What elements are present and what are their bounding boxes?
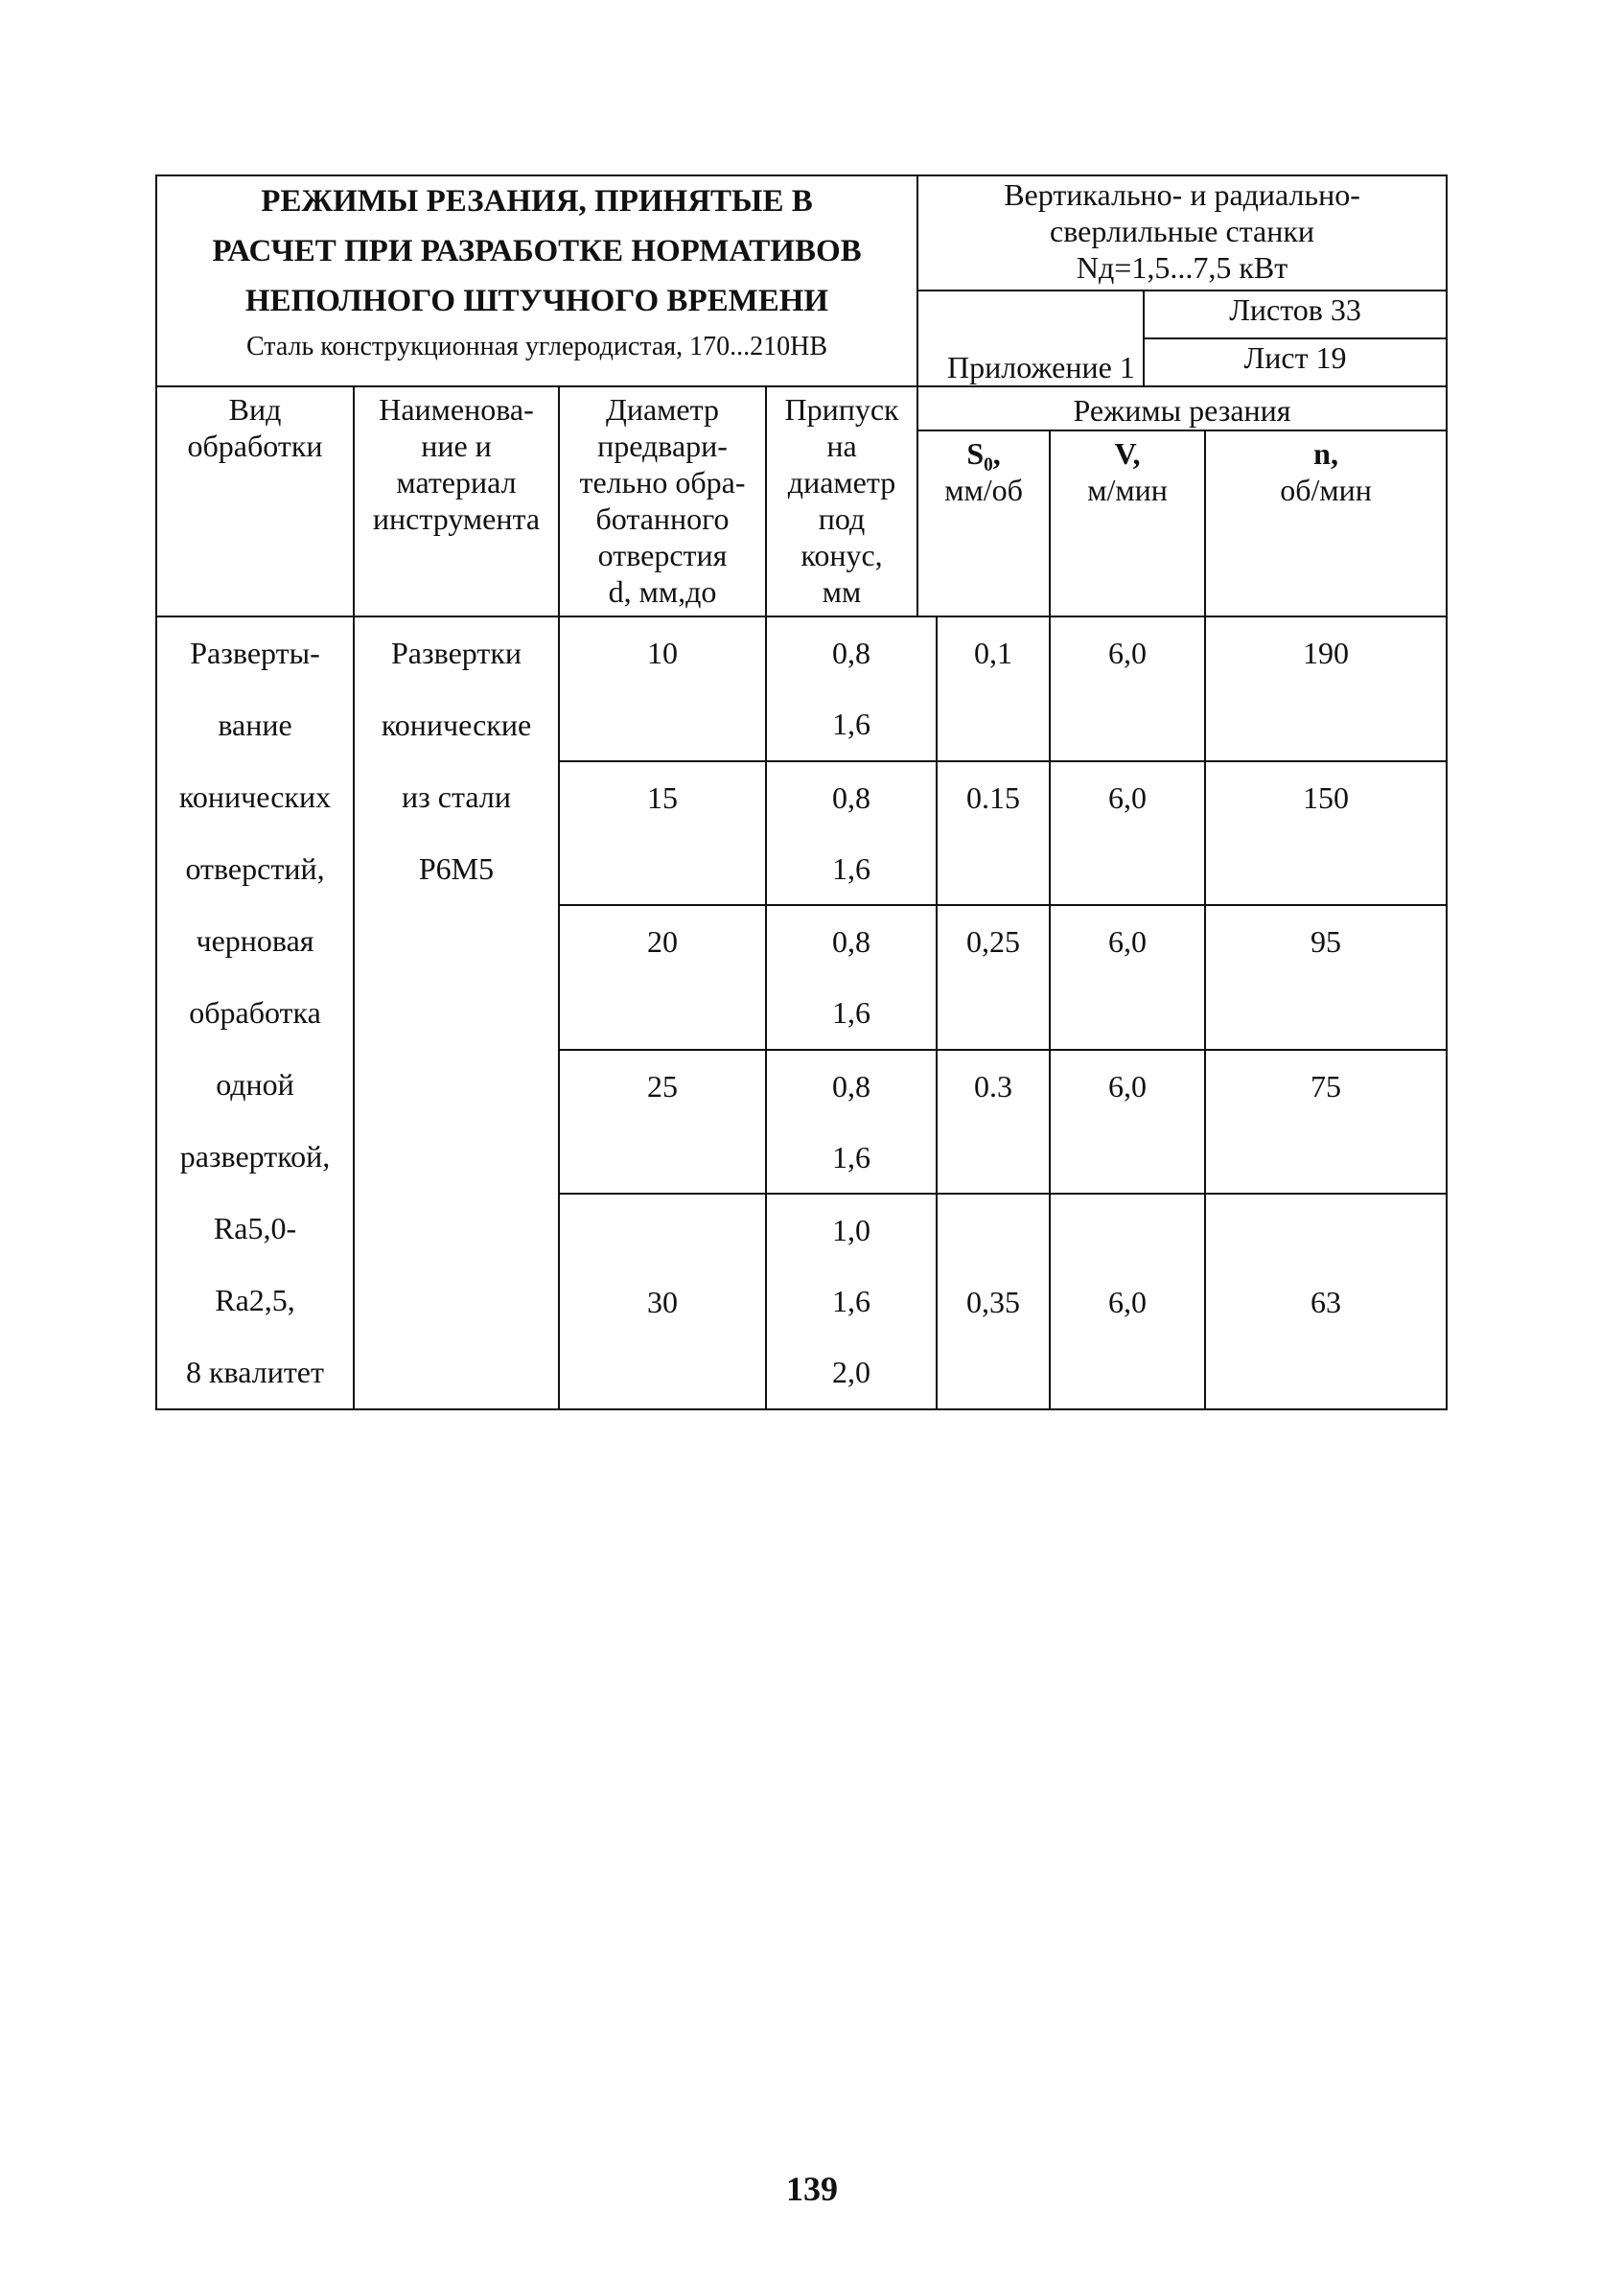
speed-value: 6,0 (1108, 1284, 1148, 1319)
allowance-value: 1,6 (832, 707, 871, 741)
kind-line: одной (216, 1067, 294, 1102)
tool-line: Р6М5 (418, 851, 495, 886)
kind-line: Ra2,5, (215, 1283, 295, 1317)
col-kind-line: Вид (228, 392, 282, 427)
sheets-total: Листов 33 (1144, 291, 1447, 338)
allowance-value: 1,6 (832, 1139, 871, 1174)
feed-cell (937, 761, 1050, 906)
col-allowance-line: под (818, 501, 866, 536)
allowance-cell (766, 761, 937, 906)
diameter-cell (559, 1050, 766, 1195)
title-line-3: НЕПОЛНОГО ШТУЧНОГО ВРЕМЕНИ (244, 284, 829, 318)
speed-value: 6,0 (1108, 924, 1148, 960)
kind-line: 8 квалитет (186, 1355, 324, 1389)
speed-cell (1050, 761, 1205, 906)
col-feed-symbol: S₀, (966, 436, 1001, 471)
diameter-cell (559, 761, 766, 906)
cutting-modes-table (155, 174, 1448, 1410)
col-header-speed (1050, 430, 1205, 616)
col-allowance-line: мм (822, 574, 862, 609)
page-number: 139 (786, 2170, 838, 2208)
allowance-value: 0,8 (832, 1068, 871, 1104)
diameter-value: 20 (647, 924, 678, 960)
rpm-value: 150 (1303, 779, 1350, 815)
diameter-value: 10 (647, 636, 678, 670)
feed-value: 0,25 (966, 924, 1021, 960)
col-header-rpm (1205, 430, 1447, 616)
col-allowance-line: на (826, 429, 857, 463)
feed-value: 0,1 (974, 636, 1013, 670)
material-note: Сталь конструкционная углеродистая, 170...210НВ (245, 332, 828, 361)
kind-line: вание (218, 708, 292, 742)
col-allowance-line: диаметр (787, 465, 896, 500)
col-speed-unit: м/мин (1087, 473, 1168, 507)
rpm-cell (1205, 616, 1447, 761)
processing-kind-cell (156, 616, 354, 1409)
allowance-cell (766, 616, 937, 761)
col-tool-line: инструмента (372, 501, 541, 536)
feed-cell (937, 616, 1050, 761)
kind-line: обработка (189, 995, 321, 1030)
feed-cell (937, 1050, 1050, 1195)
col-rpm-unit: об/мин (1280, 473, 1372, 507)
kind-line: Ra5,0- (213, 1211, 297, 1245)
allowance-value: 1,6 (832, 1284, 871, 1319)
allowance-value: 1,0 (832, 1213, 871, 1248)
speed-value: 6,0 (1108, 636, 1148, 670)
allowance-value: 1,6 (832, 850, 871, 886)
col-header-diameter (559, 386, 766, 616)
col-diameter-line: тельно обра- (579, 465, 746, 500)
col-header-kind (156, 386, 354, 616)
document-title-block (156, 175, 917, 386)
kind-line: отверстий, (185, 851, 325, 886)
feed-value: 0,35 (966, 1284, 1021, 1319)
sheet-number: Лист 19 (1144, 338, 1447, 386)
speed-cell (1050, 905, 1205, 1050)
tool-cell (354, 616, 559, 1409)
col-header-feed (917, 430, 1050, 616)
col-tool-line: Наименова- (379, 392, 534, 427)
feed-value: 0.15 (966, 779, 1021, 815)
kind-line: Разверты- (190, 636, 320, 670)
speed-value: 6,0 (1108, 779, 1148, 815)
allowance-cell (766, 905, 937, 1050)
col-diameter-line: d, мм,до (608, 574, 717, 609)
allowance-value: 0,8 (832, 779, 871, 815)
col-rpm-symbol: n, (1313, 436, 1338, 471)
col-tool-line: ние и (421, 429, 492, 463)
feed-cell (937, 1194, 1050, 1409)
feed-cell (937, 905, 1050, 1050)
title-line-1: РЕЖИМЫ РЕЗАНИЯ, ПРИНЯТЫЕ В (261, 184, 813, 219)
col-diameter-line: отверстия (597, 538, 728, 572)
col-speed-symbol: V, (1114, 436, 1141, 471)
rpm-value: 190 (1303, 636, 1350, 670)
col-header-tool (354, 386, 559, 616)
rpm-value: 95 (1311, 924, 1342, 960)
machine-line-3: Nд=1,5...7,5 кВт (1076, 250, 1288, 285)
diameter-value: 15 (647, 779, 678, 815)
allowance-value: 0,8 (832, 636, 871, 670)
diameter-value: 30 (647, 1284, 678, 1319)
machine-type-block (917, 175, 1447, 291)
tool-line: из стали (402, 779, 511, 814)
allowance-value: 2,0 (832, 1355, 871, 1390)
appendix-label: Приложение 1 (917, 291, 1144, 386)
allowance-cell (766, 1050, 937, 1195)
tool-line: конические (381, 708, 532, 742)
col-header-modes: Режимы резания (917, 386, 1447, 430)
col-kind-line: обработки (187, 429, 323, 463)
rpm-value: 75 (1311, 1068, 1342, 1104)
speed-cell (1050, 616, 1205, 761)
diameter-cell (559, 1194, 766, 1409)
rpm-cell (1205, 761, 1447, 906)
speed-cell (1050, 1194, 1205, 1409)
rpm-cell (1205, 905, 1447, 1050)
col-diameter-line: предвари- (597, 429, 728, 463)
diameter-cell (559, 905, 766, 1050)
col-allowance-line: Припуск (784, 392, 899, 427)
diameter-value: 25 (647, 1068, 678, 1104)
title-line-2: РАСЧЕТ ПРИ РАЗРАБОТКЕ НОРМАТИВОВ (212, 234, 862, 268)
diameter-cell (559, 616, 766, 761)
col-header-allowance (766, 386, 917, 616)
rpm-value: 63 (1311, 1284, 1342, 1319)
kind-line: черновая (196, 923, 314, 958)
allowance-value: 0,8 (832, 924, 871, 960)
feed-value: 0.3 (974, 1068, 1013, 1104)
machine-line-2: сверлильные станки (1050, 214, 1315, 248)
col-diameter-line: Диаметр (606, 392, 719, 427)
speed-cell (1050, 1050, 1205, 1195)
col-feed-unit: мм/об (944, 473, 1023, 507)
rpm-cell (1205, 1194, 1447, 1409)
kind-line: конических (178, 779, 332, 814)
allowance-cell (766, 1194, 937, 1409)
col-diameter-line: ботанного (595, 501, 730, 536)
kind-line: разверткой, (179, 1139, 331, 1174)
machine-line-1: Вертикально- и радиально- (1004, 177, 1360, 212)
allowance-value: 1,6 (832, 995, 871, 1031)
col-allowance-line: конус, (800, 538, 883, 572)
rpm-cell (1205, 1050, 1447, 1195)
col-tool-line: материал (396, 465, 517, 500)
tool-line: Развертки (391, 636, 522, 670)
speed-value: 6,0 (1108, 1068, 1148, 1104)
